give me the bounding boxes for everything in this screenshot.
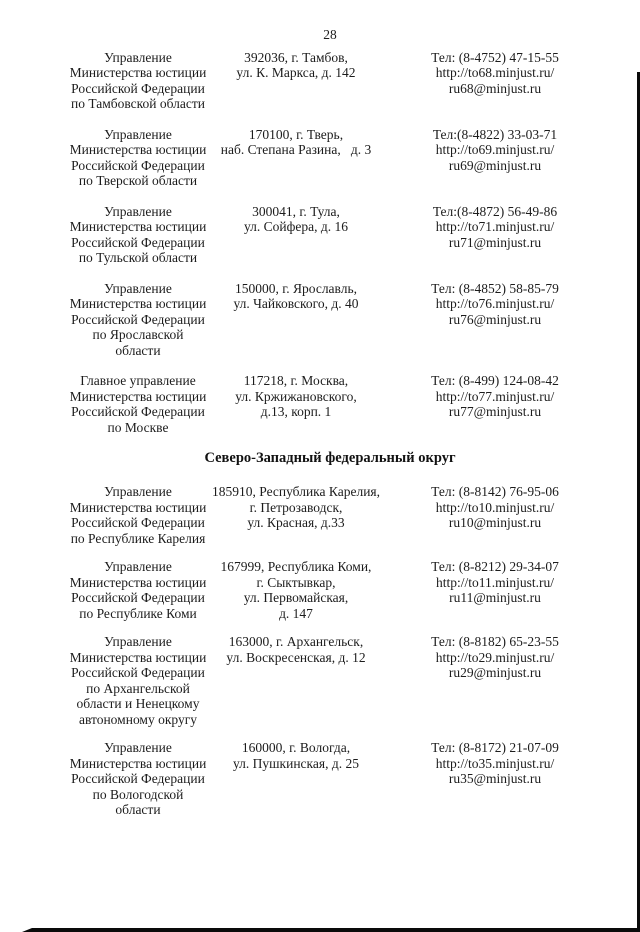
text-line: 170100, г. Тверь, bbox=[248, 126, 344, 142]
text-line: Российской Федерации bbox=[71, 515, 205, 530]
office-name bbox=[50, 559, 226, 621]
text-line: Управление bbox=[104, 559, 172, 574]
text-line: ул. Красная, д.33 bbox=[247, 515, 345, 530]
text-line: ул. Сойфера, д. 16 bbox=[244, 219, 348, 234]
office-contact bbox=[405, 559, 585, 606]
office-contact bbox=[405, 484, 585, 531]
text-line: Тел:(8-4872) 56-49-86 bbox=[432, 203, 558, 219]
text-line: ru71@minjust.ru bbox=[448, 234, 542, 250]
text-line: по Тверской области bbox=[78, 173, 198, 188]
office-name bbox=[50, 484, 226, 546]
text-line: 392036, г. Тамбов, bbox=[244, 49, 348, 65]
text-line: ru69@minjust.ru bbox=[448, 157, 542, 173]
office-name bbox=[50, 281, 226, 359]
text-line: по Вологодской bbox=[92, 786, 184, 802]
text-line: ru35@minjust.ru bbox=[448, 771, 542, 786]
text-line: Тел: (8-8172) 21-07-09 bbox=[431, 740, 559, 755]
directory-row bbox=[0, 50, 640, 112]
text-line: д.13, корп. 1 bbox=[260, 404, 332, 419]
office-address bbox=[206, 127, 386, 158]
text-line: Российской Федерации bbox=[71, 80, 205, 96]
text-line: области bbox=[115, 802, 161, 817]
office-address bbox=[206, 484, 386, 531]
section-heading: Северо-Западный федеральный округ bbox=[204, 450, 456, 466]
text-line: Тел: (8-8142) 76-95-06 bbox=[431, 484, 559, 499]
text-line: ул. Первомайская, bbox=[243, 590, 349, 605]
text-line: по Архангельской bbox=[86, 680, 190, 696]
text-line: Российской Федерации bbox=[71, 590, 205, 605]
text-line: Министерства юстиции bbox=[69, 296, 207, 311]
office-contact bbox=[405, 634, 585, 681]
text-line: 185910, Республика Карелия, bbox=[211, 484, 381, 499]
text-line: http://to11.minjust.ru/ bbox=[435, 574, 554, 590]
text-line: ул. К. Маркса, д. 142 bbox=[236, 65, 356, 80]
directory-row bbox=[0, 634, 640, 727]
text-line: Российской Федерации bbox=[71, 311, 205, 327]
text-line: ул. Пушкинская, д. 25 bbox=[233, 755, 359, 771]
text-line: ru76@minjust.ru bbox=[448, 311, 542, 327]
text-line: ул. Воскресенская, д. 12 bbox=[226, 649, 366, 665]
office-name bbox=[50, 127, 226, 189]
text-line: Управление bbox=[104, 126, 172, 142]
text-line: Управление bbox=[104, 280, 172, 296]
text-line: по Тульской области bbox=[78, 250, 198, 265]
text-line: по Тамбовской области bbox=[70, 96, 206, 111]
text-line: http://to71.minjust.ru/ bbox=[435, 219, 555, 234]
text-line: Тел: (8-499) 124-08-42 bbox=[431, 373, 559, 388]
text-line: г. Сыктывкар, bbox=[256, 574, 336, 590]
office-contact bbox=[405, 127, 585, 174]
text-line: г. Петрозаводск, bbox=[249, 499, 343, 515]
text-line: ru11@minjust.ru bbox=[449, 590, 541, 605]
text-line: по Республике Коми bbox=[79, 605, 197, 621]
office-contact bbox=[405, 50, 585, 97]
office-contact bbox=[405, 281, 585, 328]
text-line: 117218, г. Москва, bbox=[243, 373, 349, 388]
text-line: http://to10.minjust.ru/ bbox=[435, 499, 555, 515]
directory-row bbox=[0, 373, 640, 435]
directory-list-northwest bbox=[0, 484, 640, 818]
text-line: 150000, г. Ярославль, bbox=[234, 280, 358, 296]
office-name bbox=[50, 50, 226, 112]
text-line: Тел: (8-8182) 65-23-55 bbox=[431, 634, 559, 649]
text-line: ул. Чайковского, д. 40 bbox=[233, 296, 359, 311]
text-line: Тел: (8-4852) 58-85-79 bbox=[431, 280, 559, 296]
text-line: http://to29.minjust.ru/ bbox=[435, 649, 555, 665]
text-line: д. 147 bbox=[279, 605, 313, 621]
office-name bbox=[50, 740, 226, 818]
text-line: Министерства юстиции bbox=[69, 499, 207, 515]
text-line: Управление bbox=[104, 484, 172, 499]
office-address bbox=[206, 281, 386, 312]
text-line: наб. Степана Разина, д. 3 bbox=[220, 142, 372, 157]
directory-row bbox=[0, 281, 640, 359]
text-line: Министерства юстиции bbox=[69, 142, 207, 157]
office-name bbox=[50, 204, 226, 266]
page-number: 28 bbox=[323, 27, 337, 42]
office-name bbox=[50, 634, 226, 727]
text-line: 160000, г. Вологда, bbox=[241, 740, 351, 755]
text-line: http://to35.minjust.ru/ bbox=[435, 755, 555, 771]
text-line: Министерства юстиции bbox=[69, 649, 207, 665]
text-line: по Республике Карелия bbox=[70, 530, 206, 546]
text-line: 300041, г. Тула, bbox=[252, 203, 340, 219]
office-address bbox=[206, 50, 386, 81]
text-line: Российской Федерации bbox=[71, 665, 205, 680]
document-page bbox=[0, 27, 640, 932]
text-line: Тел: (8-4752) 47-15-55 bbox=[431, 49, 559, 65]
directory-row bbox=[0, 740, 640, 818]
directory-list-central bbox=[0, 50, 640, 436]
text-line: по Москве bbox=[107, 419, 169, 435]
office-name bbox=[50, 373, 226, 435]
text-line: Российской Федерации bbox=[71, 157, 205, 173]
directory-row bbox=[0, 484, 640, 546]
text-line: http://to68.minjust.ru/ bbox=[435, 65, 555, 80]
text-line: Главное управление bbox=[80, 373, 196, 388]
text-line: Управление bbox=[104, 740, 172, 755]
office-address bbox=[206, 373, 386, 420]
office-contact bbox=[405, 373, 585, 420]
text-line: по Ярославской bbox=[92, 327, 184, 342]
text-line: http://to76.minjust.ru/ bbox=[435, 296, 555, 311]
text-line: Министерства юстиции bbox=[69, 388, 207, 404]
directory-row bbox=[0, 204, 640, 266]
text-line: ru10@minjust.ru bbox=[448, 515, 542, 530]
text-line: http://to69.minjust.ru/ bbox=[435, 142, 555, 157]
text-line: ru68@minjust.ru bbox=[448, 80, 542, 96]
text-line: области и Ненецкому bbox=[76, 696, 200, 711]
office-address bbox=[206, 740, 386, 771]
text-line: Министерства юстиции bbox=[69, 219, 207, 234]
text-line: области bbox=[115, 342, 161, 358]
scan-edge-bottom bbox=[32, 928, 640, 932]
text-line: Министерства юстиции bbox=[69, 574, 207, 590]
office-contact bbox=[405, 740, 585, 787]
text-line: ул. Кржижановского, bbox=[235, 388, 357, 404]
text-line: http://to77.minjust.ru/ bbox=[435, 388, 555, 404]
text-line: автономному округу bbox=[78, 711, 198, 727]
office-address bbox=[206, 204, 386, 235]
text-line: Управление bbox=[104, 634, 172, 649]
text-line: Тел:(8-4822) 33-03-71 bbox=[432, 126, 558, 142]
text-line: Управление bbox=[104, 203, 172, 219]
text-line: 163000, г. Архангельск, bbox=[228, 634, 364, 649]
text-line: ru77@minjust.ru bbox=[448, 404, 542, 419]
directory-row bbox=[0, 127, 640, 189]
text-line: Тел: (8-8212) 29-34-07 bbox=[431, 559, 559, 574]
directory-row bbox=[0, 559, 640, 621]
text-line: Управление bbox=[104, 49, 172, 65]
text-line: ru29@minjust.ru bbox=[448, 665, 542, 680]
text-line: Российской Федерации bbox=[71, 234, 205, 250]
text-line: Российской Федерации bbox=[71, 404, 205, 419]
text-line: Министерства юстиции bbox=[69, 65, 207, 80]
text-line: Российской Федерации bbox=[71, 771, 205, 786]
office-address bbox=[206, 559, 386, 621]
office-contact bbox=[405, 204, 585, 251]
text-line: 167999, Республика Коми, bbox=[220, 559, 372, 574]
text-line: Министерства юстиции bbox=[69, 755, 207, 771]
office-address bbox=[206, 634, 386, 665]
